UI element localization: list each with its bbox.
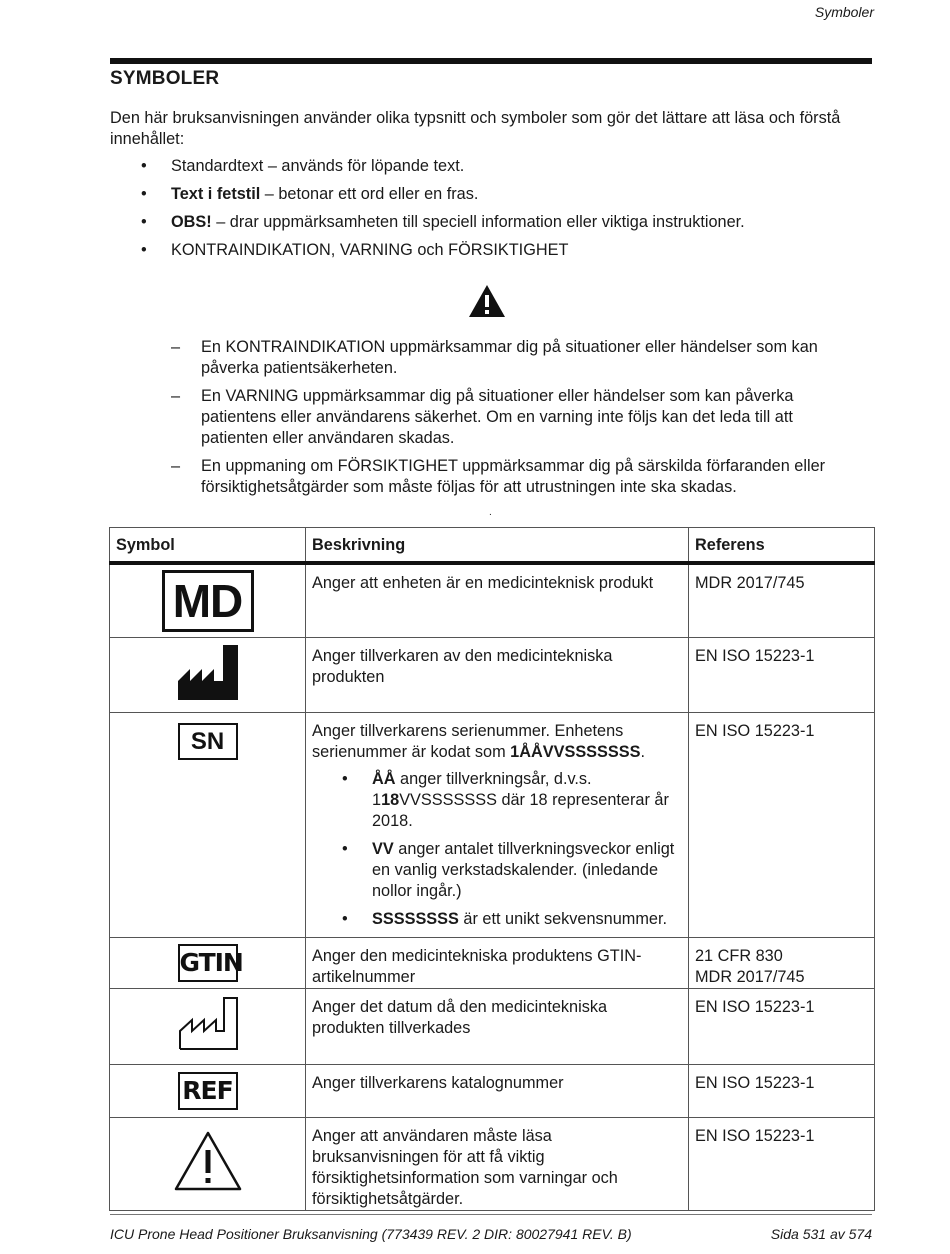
- footer-document-id: ICU Prone Head Positioner Bruksanvisning (773439 REV. 2 DIR: 80027941 REV. B): [110, 1226, 632, 1242]
- reference-cell: [689, 937, 875, 988]
- bullet-text: Standardtext – används för löpande text.: [171, 157, 465, 175]
- bullet-text: – drar uppmärksamheten till speciell information eller viktiga instruktioner.: [211, 213, 745, 231]
- reference-cell: EN ISO 15223-1: [689, 1117, 875, 1210]
- symbol-cell: [110, 1117, 306, 1210]
- list-item: [312, 839, 682, 902]
- bullet-text: KONTRAINDIKATION, VARNING och FÖRSIKTIGHET: [171, 241, 569, 259]
- symbol-cell: [110, 637, 306, 712]
- sub-text: är ett unikt sekvensnummer.: [458, 909, 668, 928]
- table-row: [110, 1064, 875, 1117]
- md-icon: MD: [162, 570, 254, 632]
- bullet-dot: •: [342, 909, 348, 928]
- bullet-bold: OBS!: [171, 213, 212, 231]
- manufacturer-icon: [176, 643, 240, 701]
- sub-bold: VV: [372, 839, 394, 858]
- list-item: [110, 337, 850, 379]
- description-text: .: [640, 742, 646, 761]
- list-item: [110, 240, 870, 268]
- dash-mark: –: [171, 338, 181, 356]
- dash-mark: –: [171, 457, 181, 475]
- bottom-rule: [110, 1214, 872, 1215]
- safety-definition-list: [110, 337, 850, 505]
- symbol-cell: [110, 988, 306, 1064]
- stray-dot: .: [489, 507, 492, 518]
- column-header-reference: Referens: [689, 528, 875, 564]
- description-cell: Anger att enheten är en medicinteknisk produkt: [306, 563, 689, 637]
- table-row: [110, 1117, 875, 1210]
- reference-cell: MDR 2017/745: [689, 563, 875, 637]
- list-item: [110, 212, 870, 240]
- reference-line: MDR 2017/745: [695, 967, 805, 986]
- list-item: [110, 184, 870, 212]
- table-header-row: [110, 528, 875, 564]
- reference-cell: EN ISO 15223-1: [689, 988, 875, 1064]
- style-bullet-list: [110, 156, 870, 268]
- table-row: [110, 988, 875, 1064]
- catalogue-number-icon: REF: [178, 1072, 238, 1110]
- intro-paragraph: Den här bruksanvisningen använder olika typsnitt och symboler som gör det lättare att läsa och förstå innehållet:: [110, 109, 841, 148]
- symbol-cell: [110, 563, 306, 637]
- caution-icon: [173, 1130, 243, 1192]
- list-item: [110, 156, 870, 184]
- bullet-dot: •: [141, 241, 147, 259]
- top-rule: [110, 58, 872, 64]
- column-header-symbol: Symbol: [110, 528, 306, 564]
- bullet-text: – betonar ett ord eller en fras.: [260, 185, 479, 203]
- section-title: SYMBOLER: [110, 68, 220, 89]
- symbols-table: [109, 527, 875, 1211]
- description-cell: Anger tillverkarens katalognummer: [306, 1064, 689, 1117]
- table-row: [110, 637, 875, 712]
- bullet-dot: •: [342, 769, 348, 788]
- table-row: [110, 712, 875, 937]
- symbol-cell: [110, 712, 306, 937]
- bullet-dot: •: [141, 185, 147, 203]
- list-item: [110, 386, 850, 449]
- bullet-dot: •: [342, 839, 348, 858]
- table-row: [110, 937, 875, 988]
- footer-page-number: Sida 531 av 574: [770, 1226, 872, 1242]
- dash-mark: –: [171, 387, 181, 405]
- list-item: [312, 769, 682, 832]
- sub-text: anger tillverkningsår, d.v.s. 1: [372, 769, 592, 809]
- sub-text: VVSSSSSSS där 18 representerar år 2018.: [372, 790, 669, 830]
- table-row: [110, 563, 875, 637]
- serial-format-list: [312, 769, 682, 930]
- description-cell: Anger den medicintekniska produktens GTIN-artikelnummer: [306, 937, 689, 988]
- column-header-description: Beskrivning: [306, 528, 689, 564]
- sub-bold: SSSSSSSS: [372, 909, 459, 928]
- list-item: [110, 456, 850, 498]
- warning-triangle-icon: [468, 284, 506, 318]
- sub-bold: 18: [381, 790, 400, 809]
- dash-text: En KONTRAINDIKATION uppmärksammar dig på situationer eller händelser som kan påverka patientsäkerheten.: [201, 338, 818, 377]
- reference-line: 21 CFR 830: [695, 946, 783, 965]
- description-cell: Anger det datum då den medicintekniska produkten tillverkades: [306, 988, 689, 1064]
- sub-text: anger antalet tillverkningsveckor enligt en vanlig verkstadskalender. (inledande nollor ingår.): [372, 839, 675, 900]
- symbol-cell: [110, 1064, 306, 1117]
- reference-cell: EN ISO 15223-1: [689, 1064, 875, 1117]
- reference-cell: EN ISO 15223-1: [689, 712, 875, 937]
- list-item: [312, 909, 682, 930]
- description-cell: Anger att användaren måste läsa bruksanvisningen för att få viktig försiktighetsinformation som varningar och försiktighetsåtgärder.: [306, 1117, 689, 1210]
- dash-text: En VARNING uppmärksammar dig på situationer eller händelser som kan påverka patientens eller användarens säkerhet. Om en varning inte följs kan det leda till att patienten eller användaren skadas.: [201, 387, 794, 447]
- description-cell: [306, 712, 689, 937]
- symbol-cell: [110, 937, 306, 988]
- serial-number-icon: SN: [178, 723, 238, 760]
- dash-text: En uppmaning om FÖRSIKTIGHET uppmärksammar dig på särskilda förfaranden eller försiktighetsåtgärder som måste följas för att utrustningen inte ska skadas.: [201, 457, 826, 496]
- description-bold: 1ÅÅVVSSSSSSS: [510, 742, 641, 761]
- description-cell: Anger tillverkaren av den medicintekniska produkten: [306, 637, 689, 712]
- bullet-dot: •: [141, 213, 147, 231]
- bullet-dot: •: [141, 157, 147, 175]
- bullet-bold: Text i fetstil: [171, 185, 261, 203]
- reference-cell: EN ISO 15223-1: [689, 637, 875, 712]
- date-of-manufacture-icon: [177, 995, 239, 1051]
- sub-bold: ÅÅ: [372, 769, 396, 788]
- running-header: Symboler: [814, 4, 874, 20]
- gtin-icon: GTIN: [178, 944, 238, 982]
- description-text: Anger tillverkarens serienummer. Enhetens serienummer är kodat som: [312, 721, 624, 761]
